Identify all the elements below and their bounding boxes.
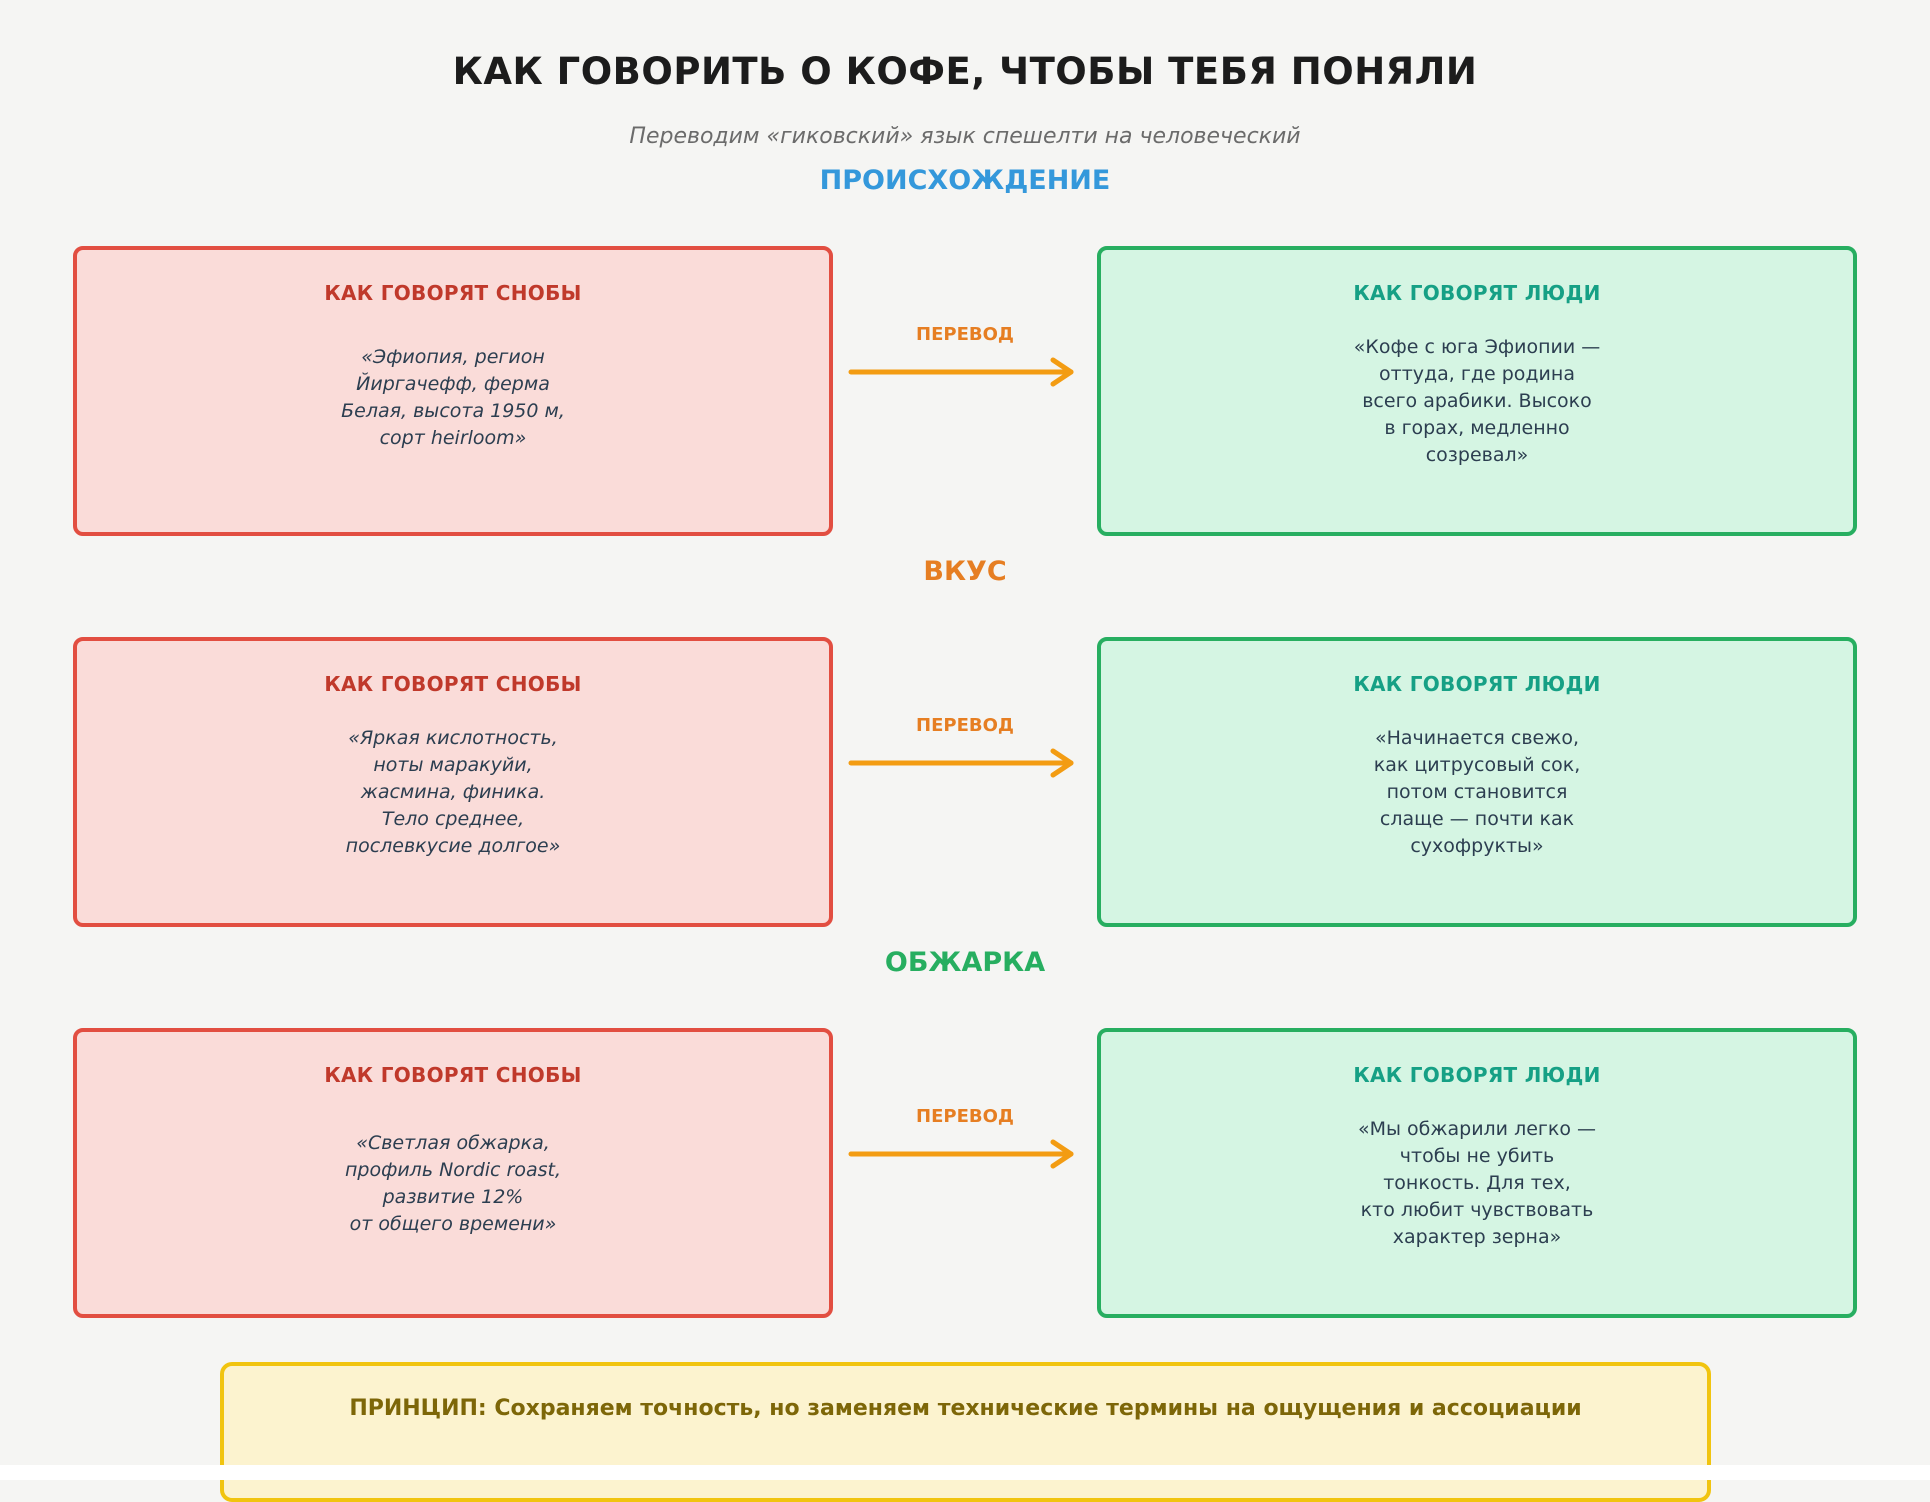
people-card-text: «Мы обжарили легко — чтобы не убить тонкость. Для тех, кто любит чувствовать характер зерна» <box>1357 1118 1597 1248</box>
snob-card-taste <box>73 637 833 927</box>
arrow-right-icon <box>845 1136 1085 1172</box>
arrow-label: ПЕРЕВОД <box>916 715 1014 736</box>
people-card-origin <box>1097 246 1857 536</box>
page-title: КАК ГОВОРИТЬ О КОФЕ, ЧТОБЫ ТЕБЯ ПОНЯЛИ <box>452 50 1478 93</box>
snob-card-text: «Эфиопия, регион Йиргачефф, ферма Белая, высота 1950 м, сорт heirloom» <box>341 346 565 449</box>
translate-arrow-roast <box>845 1106 1085 1186</box>
people-card-roast <box>1097 1028 1857 1318</box>
snob-card-heading: КАК ГОВОРЯТ СНОБЫ <box>324 1063 582 1087</box>
arrow-label: ПЕРЕВОД <box>916 1106 1014 1127</box>
translate-arrow-origin <box>845 324 1085 404</box>
snob-card-heading: КАК ГОВОРЯТ СНОБЫ <box>324 281 582 305</box>
snob-card-text: «Яркая кислотность, ноты маракуйи, жасмина, финика. Тело среднее, послевкусие долгое» <box>345 727 561 857</box>
people-card-heading: КАК ГОВОРЯТ ЛЮДИ <box>1353 1063 1601 1087</box>
section-label-taste: ВКУС <box>923 556 1007 587</box>
section-label-origin: ПРОИСХОЖДЕНИЕ <box>819 165 1111 196</box>
bottom-edge <box>0 1465 1930 1480</box>
people-card-text: «Кофе с юга Эфиопии — оттуда, где родина всего арабики. Высоко в горах, медленно созревал» <box>1353 336 1601 466</box>
people-card-text: «Начинается свежо, как цитрусовый сок, потом становится слаще — почти как сухофрукты» <box>1373 727 1581 857</box>
section-label-roast: ОБЖАРКА <box>884 947 1046 978</box>
snob-card-text: «Светлая обжарка, профиль Nordic roast, развитие 12% от общего времени» <box>344 1132 562 1235</box>
arrow-right-icon <box>845 354 1085 390</box>
translate-arrow-taste <box>845 715 1085 795</box>
people-card-taste <box>1097 637 1857 927</box>
people-card-heading: КАК ГОВОРЯТ ЛЮДИ <box>1353 672 1601 696</box>
arrow-label: ПЕРЕВОД <box>916 324 1014 345</box>
principle-banner <box>220 1362 1711 1502</box>
arrow-right-icon <box>845 745 1085 781</box>
people-card-heading: КАК ГОВОРЯТ ЛЮДИ <box>1353 281 1601 305</box>
snob-card-heading: КАК ГОВОРЯТ СНОБЫ <box>324 672 582 696</box>
page-subtitle: Переводим «гиковский» язык спешелти на человеческий <box>629 124 1301 149</box>
principle-text: ПРИНЦИП: Сохраняем точность, но заменяем технические термины на ощущения и ассоциации <box>349 1396 1582 1421</box>
snob-card-roast <box>73 1028 833 1318</box>
snob-card-origin <box>73 246 833 536</box>
